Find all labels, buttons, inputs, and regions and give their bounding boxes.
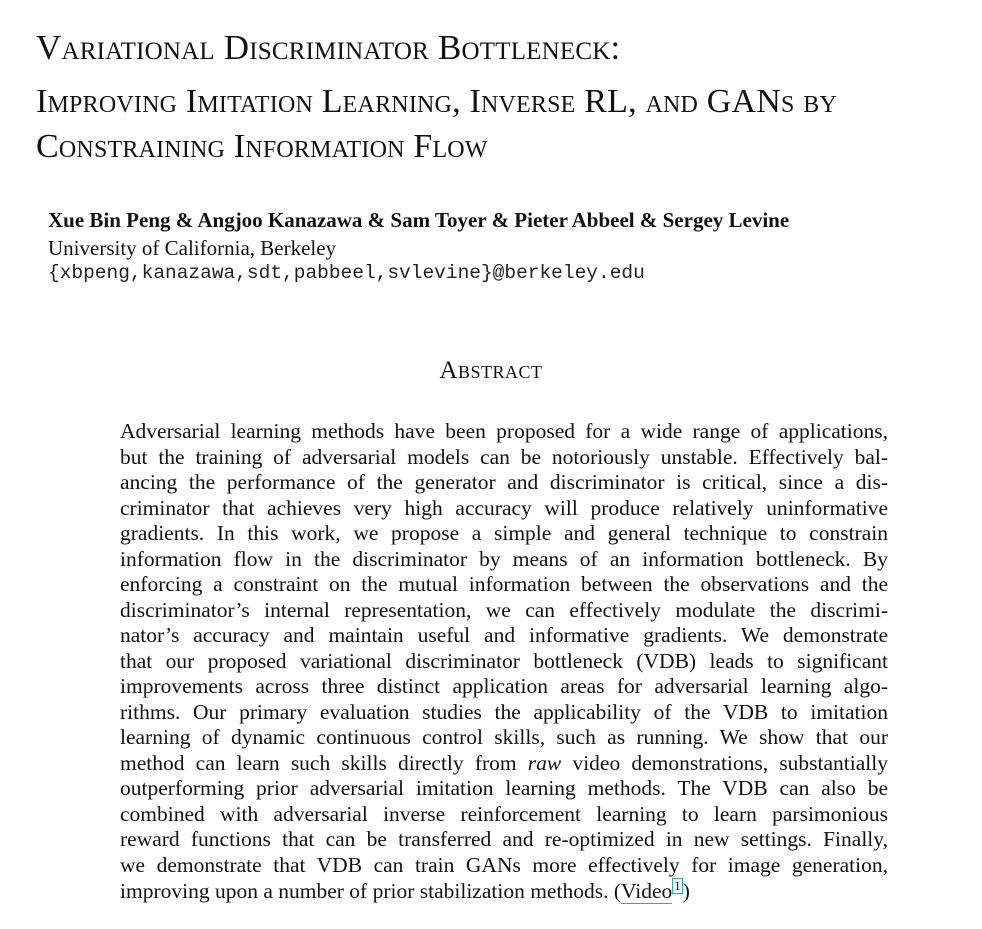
- title-line-1: Variational Discriminator Bottleneck:: [36, 28, 621, 67]
- abstract-line: nator’s accuracy and maintain useful and informative gradients. We demonstrate: [120, 623, 888, 647]
- emphasis-raw: raw: [527, 750, 562, 775]
- author-list: Xue Bin Peng & Angjoo Kanazawa & Sam Toyer & Pieter Abbeel & Sergey Levine: [48, 208, 790, 232]
- abstract-text: method can learn such skills directly from: [120, 750, 528, 775]
- abstract-line: gradients. In this work, we propose a simple and general technique to constrain: [120, 521, 888, 545]
- abstract-line: reward functions that can be transferred and re-optimized in new settings. Finally,: [120, 827, 888, 851]
- abstract-line: enforcing a constraint on the mutual information between the observations and the: [120, 572, 888, 596]
- abstract-line-with-emphasis: [120, 751, 888, 776]
- author-emails: {xbpeng,kanazawa,sdt,pabbeel,svlevine}@berkeley.edu: [48, 262, 645, 284]
- abstract-text: video demonstrations, substantially: [561, 750, 888, 775]
- abstract-line: outperforming prior adversarial imitation learning methods. The VDB can also be: [120, 776, 888, 800]
- footnote-link[interactable]: 1: [674, 878, 681, 893]
- abstract-line: criminator that achieves very high accuracy will produce relatively uninformative: [120, 495, 888, 520]
- abstract-line: but the training of adversarial models can be notoriously unstable. Effectively bal-: [120, 444, 888, 469]
- title-line-3: Constraining Information Flow: [36, 128, 488, 165]
- title-line-2: Improving Imitation Learning, Inverse RL, and GANs by: [36, 83, 838, 120]
- abstract-line: improvements across three distinct application areas for adversarial learning algo-: [120, 674, 888, 698]
- abstract-line: discriminator’s internal representation, we can effectively modulate the discrimi-: [120, 597, 888, 622]
- abstract-line: we demonstrate that VDB can train GANs more effectively for image generation,: [120, 852, 888, 877]
- abstract-line: combined with adversarial inverse reinforcement learning to learn parsimonious: [120, 801, 888, 826]
- abstract-line: learning of dynamic continuous control skills, such as running. We show that our: [120, 725, 888, 749]
- abstract-line: ancing the performance of the generator and discriminator is critical, since a dis-: [120, 470, 888, 494]
- abstract-line: rithms. Our primary evaluation studies the applicability of the VDB to imitation: [120, 699, 888, 724]
- abstract-text: improving upon a number of prior stabilization methods. (: [120, 879, 621, 903]
- abstract-line: Adversarial learning methods have been proposed for a wide range of applications,: [120, 419, 888, 443]
- abstract-line: that our proposed variational discriminator bottleneck (VDB) leads to significant: [120, 648, 888, 673]
- affiliation: University of California, Berkeley: [48, 236, 337, 260]
- closing-paren: ): [682, 879, 690, 903]
- abstract-heading: Abstract: [439, 357, 543, 384]
- abstract-last-line: [120, 878, 690, 903]
- video-link[interactable]: Video: [620, 879, 673, 903]
- abstract-line: information flow in the discriminator by means of an information bottleneck. By: [120, 546, 888, 571]
